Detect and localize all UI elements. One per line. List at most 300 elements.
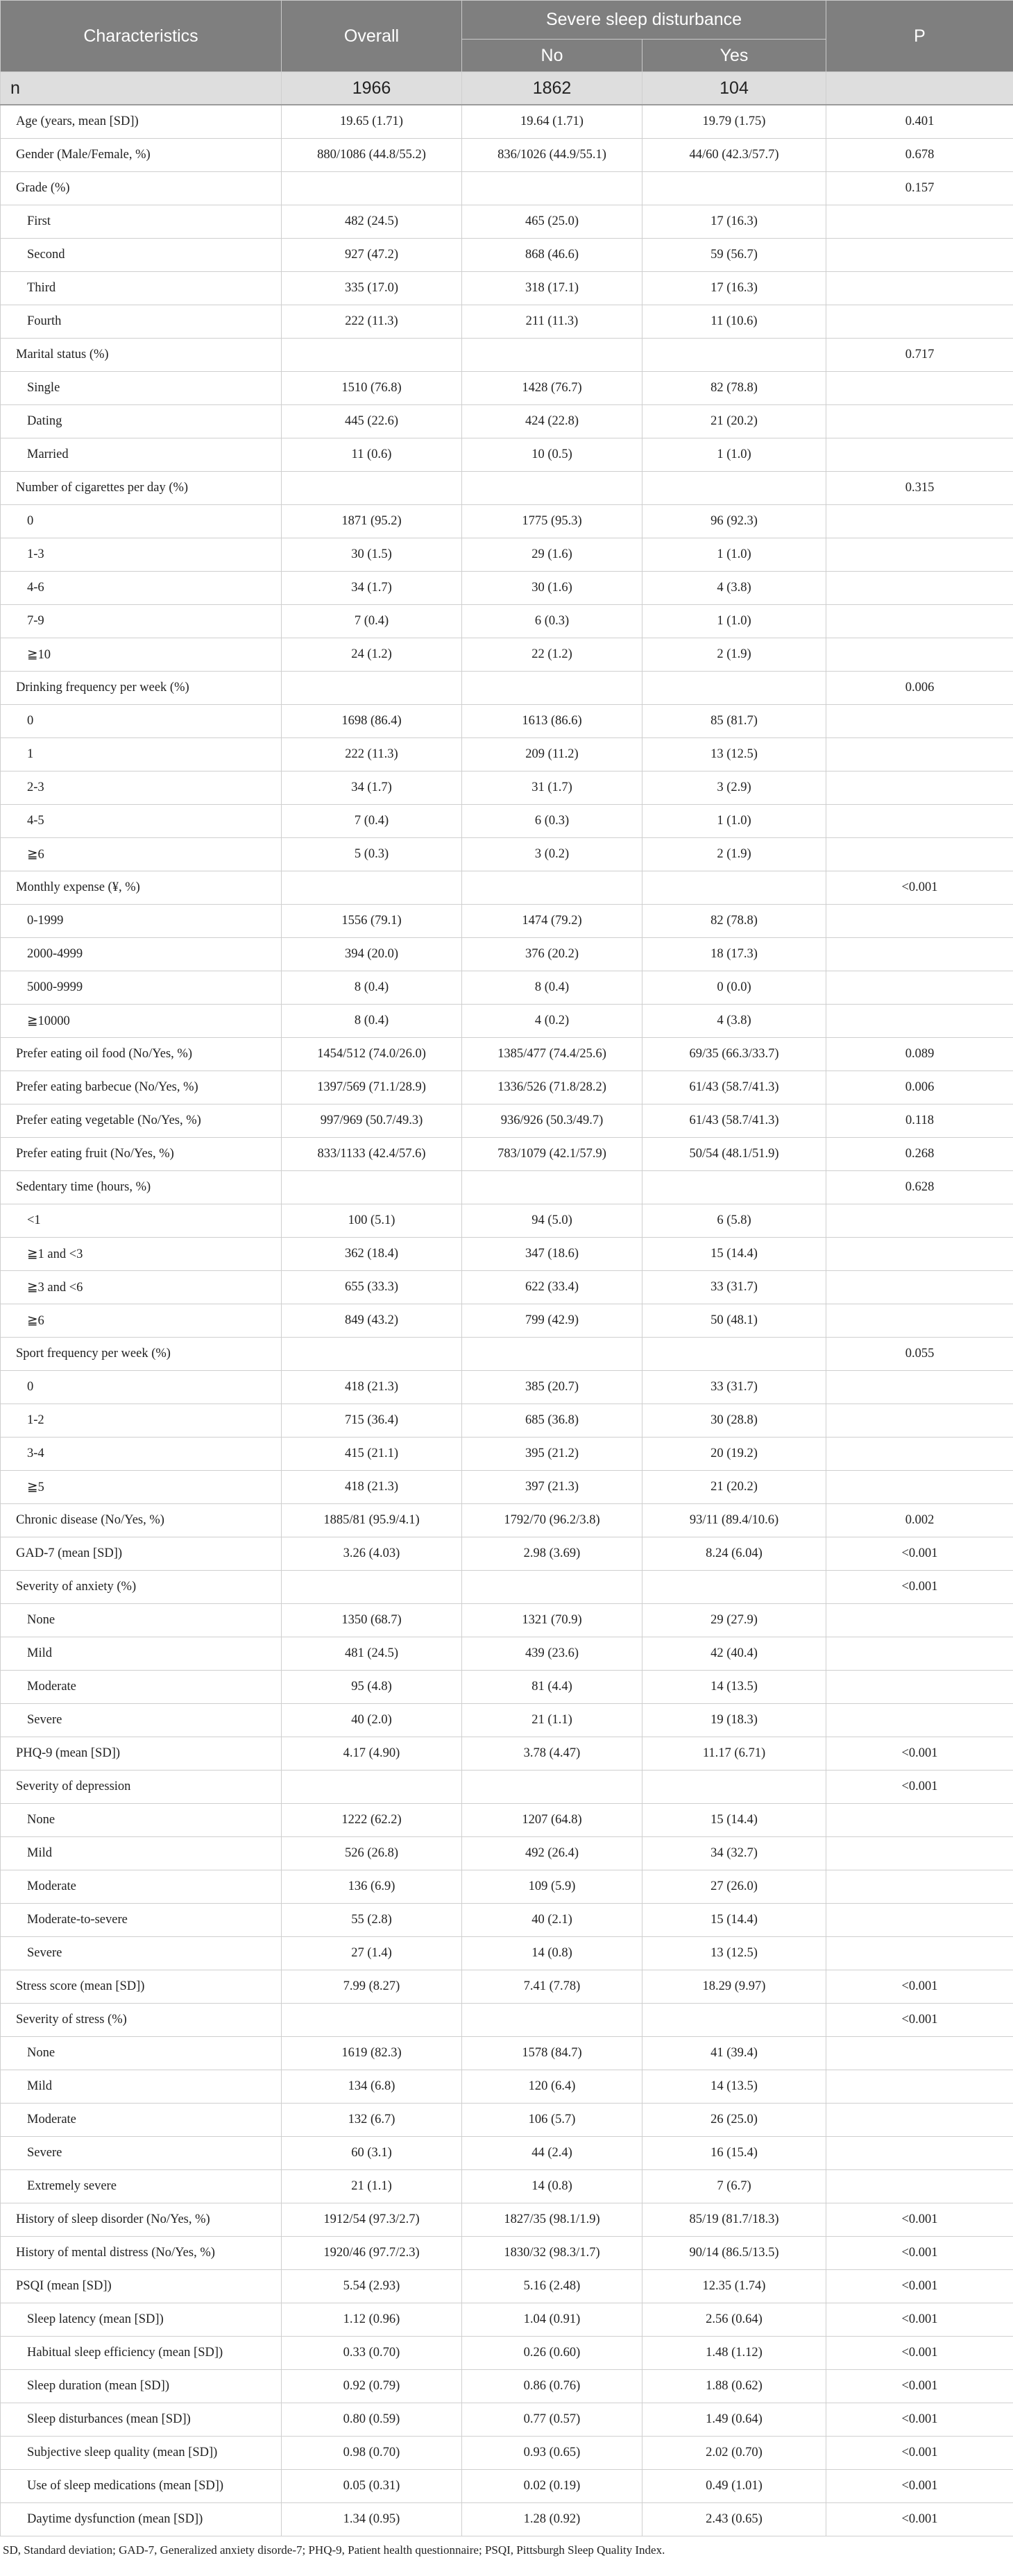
row-yes: 82 (78.8) <box>642 372 826 405</box>
row-p-value <box>826 2137 1013 2170</box>
row-p-value: <0.001 <box>826 2403 1013 2437</box>
table-row <box>1 172 1013 205</box>
row-overall: 997/969 (50.7/49.3) <box>282 1104 462 1138</box>
row-p-value: 0.315 <box>826 472 1013 505</box>
row-no: 109 (5.9) <box>462 1870 642 1904</box>
row-yes: 2.56 (0.64) <box>642 2303 826 2337</box>
n-no: 1862 <box>462 72 642 105</box>
row-yes: 15 (14.4) <box>642 1804 826 1837</box>
row-yes: 21 (20.2) <box>642 405 826 438</box>
row-no: 385 (20.7) <box>462 1371 642 1404</box>
row-no: 106 (5.7) <box>462 2104 642 2137</box>
row-overall <box>282 172 462 205</box>
row-overall: 418 (21.3) <box>282 1371 462 1404</box>
row-overall: 222 (11.3) <box>282 305 462 339</box>
row-no: 936/926 (50.3/49.7) <box>462 1104 642 1138</box>
row-overall: 1222 (62.2) <box>282 1804 462 1837</box>
row-p-value: 0.268 <box>826 1138 1013 1171</box>
row-yes: 50/54 (48.1/51.9) <box>642 1138 826 1171</box>
table-row <box>1 2037 1013 2070</box>
row-p-value: <0.001 <box>826 2237 1013 2270</box>
row-no: 6 (0.3) <box>462 605 642 638</box>
row-overall: 849 (43.2) <box>282 1304 462 1338</box>
table-row <box>1 1704 1013 1737</box>
row-overall <box>282 1338 462 1371</box>
row-overall: 445 (22.6) <box>282 405 462 438</box>
row-overall <box>282 672 462 705</box>
row-label: ≧6 <box>1 838 282 871</box>
row-label: Fourth <box>1 305 282 339</box>
row-overall: 1920/46 (97.7/2.3) <box>282 2237 462 2270</box>
row-label: Daytime dysfunction (mean [SD]) <box>1 2503 282 2536</box>
row-p-value <box>826 838 1013 871</box>
row-p-value: <0.001 <box>826 2437 1013 2470</box>
table-row <box>1 2237 1013 2270</box>
row-yes: 82 (78.8) <box>642 905 826 938</box>
row-no: 1827/35 (98.1/1.9) <box>462 2203 642 2237</box>
row-label: None <box>1 1604 282 1637</box>
row-label: ≧5 <box>1 1471 282 1504</box>
row-yes: 3 (2.9) <box>642 771 826 805</box>
table-row <box>1 971 1013 1005</box>
row-label: 1 <box>1 738 282 771</box>
row-yes: 85 (81.7) <box>642 705 826 738</box>
row-label: Married <box>1 438 282 472</box>
table-row <box>1 1504 1013 1537</box>
row-label: ≧1 and <3 <box>1 1238 282 1271</box>
row-yes <box>642 871 826 905</box>
row-yes: 1.49 (0.64) <box>642 2403 826 2437</box>
row-label: 4-5 <box>1 805 282 838</box>
table-row <box>1 272 1013 305</box>
table-row <box>1 538 1013 572</box>
row-no: 40 (2.1) <box>462 1904 642 1937</box>
row-p-value <box>826 272 1013 305</box>
table-row <box>1 1438 1013 1471</box>
row-yes: 1 (1.0) <box>642 438 826 472</box>
row-no: 1207 (64.8) <box>462 1804 642 1837</box>
row-no: 783/1079 (42.1/57.9) <box>462 1138 642 1171</box>
row-no: 318 (17.1) <box>462 272 642 305</box>
row-label: Moderate <box>1 2104 282 2137</box>
row-no: 21 (1.1) <box>462 1704 642 1737</box>
row-no: 1.04 (0.91) <box>462 2303 642 2337</box>
table-row <box>1 1071 1013 1104</box>
row-label: Moderate <box>1 1870 282 1904</box>
row-p-value: 0.006 <box>826 1071 1013 1104</box>
table-row <box>1 705 1013 738</box>
table-row <box>1 938 1013 971</box>
row-no: 424 (22.8) <box>462 405 642 438</box>
row-yes: 44/60 (42.3/57.7) <box>642 139 826 172</box>
row-yes: 59 (56.7) <box>642 239 826 272</box>
row-label: ≧6 <box>1 1304 282 1338</box>
table-row <box>1 205 1013 239</box>
row-p-value <box>826 1204 1013 1238</box>
row-overall: 394 (20.0) <box>282 938 462 971</box>
row-label: 1-3 <box>1 538 282 572</box>
table-row <box>1 2370 1013 2403</box>
table-row <box>1 738 1013 771</box>
row-yes: 2.02 (0.70) <box>642 2437 826 2470</box>
row-overall: 1454/512 (74.0/26.0) <box>282 1038 462 1071</box>
row-overall: 1556 (79.1) <box>282 905 462 938</box>
n-p <box>826 72 1013 105</box>
table-row <box>1 1904 1013 1937</box>
row-overall: 40 (2.0) <box>282 1704 462 1737</box>
row-p-value <box>826 572 1013 605</box>
row-label: 2000-4999 <box>1 938 282 971</box>
row-yes: 30 (28.8) <box>642 1404 826 1438</box>
table-row <box>1 1571 1013 1604</box>
row-overall: 136 (6.9) <box>282 1870 462 1904</box>
table-row <box>1 1271 1013 1304</box>
row-overall: 222 (11.3) <box>282 738 462 771</box>
row-yes: 0.49 (1.01) <box>642 2470 826 2503</box>
row-p-value: 0.678 <box>826 139 1013 172</box>
row-yes: 69/35 (66.3/33.7) <box>642 1038 826 1071</box>
row-label: Drinking frequency per week (%) <box>1 672 282 705</box>
row-p-value: <0.001 <box>826 2270 1013 2303</box>
row-overall: 1619 (82.3) <box>282 2037 462 2070</box>
row-p-value <box>826 805 1013 838</box>
table-row <box>1 1171 1013 1204</box>
table-row <box>1 1637 1013 1671</box>
row-p-value <box>826 2037 1013 2070</box>
row-yes <box>642 1338 826 1371</box>
row-no: 0.02 (0.19) <box>462 2470 642 2503</box>
row-label: <1 <box>1 1204 282 1238</box>
table-row <box>1 1138 1013 1171</box>
row-overall: 5 (0.3) <box>282 838 462 871</box>
row-label: Sedentary time (hours, %) <box>1 1171 282 1204</box>
row-p-value: <0.001 <box>826 2303 1013 2337</box>
row-overall: 21 (1.1) <box>282 2170 462 2203</box>
row-label: Second <box>1 239 282 272</box>
header-overall: Overall <box>282 1 462 72</box>
table-row <box>1 672 1013 705</box>
table-body <box>1 72 1013 2536</box>
table-row <box>1 1937 1013 1970</box>
row-overall <box>282 871 462 905</box>
row-p-value <box>826 905 1013 938</box>
row-no: 395 (21.2) <box>462 1438 642 1471</box>
row-yes: 13 (12.5) <box>642 1937 826 1970</box>
row-p-value <box>826 1937 1013 1970</box>
row-no: 492 (26.4) <box>462 1837 642 1870</box>
row-yes: 21 (20.2) <box>642 1471 826 1504</box>
row-no <box>462 1771 642 1804</box>
row-yes: 14 (13.5) <box>642 2070 826 2104</box>
row-p-value <box>826 1304 1013 1338</box>
row-no: 1336/526 (71.8/28.2) <box>462 1071 642 1104</box>
table-row <box>1 605 1013 638</box>
row-no <box>462 172 642 205</box>
row-overall: 8 (0.4) <box>282 971 462 1005</box>
row-label: Mild <box>1 1637 282 1671</box>
row-p-value <box>826 1604 1013 1637</box>
row-overall: 95 (4.8) <box>282 1671 462 1704</box>
row-p-value <box>826 1404 1013 1438</box>
row-overall: 335 (17.0) <box>282 272 462 305</box>
row-label: Age (years, mean [SD]) <box>1 105 282 139</box>
n-overall: 1966 <box>282 72 462 105</box>
row-no: 1.28 (0.92) <box>462 2503 642 2536</box>
row-no: 4 (0.2) <box>462 1005 642 1038</box>
row-label: Sleep disturbances (mean [SD]) <box>1 2403 282 2437</box>
row-label: PHQ-9 (mean [SD]) <box>1 1737 282 1771</box>
header-no: No <box>462 40 642 72</box>
row-no <box>462 339 642 372</box>
row-no: 836/1026 (44.9/55.1) <box>462 139 642 172</box>
row-yes: 1.48 (1.12) <box>642 2337 826 2370</box>
row-no: 799 (42.9) <box>462 1304 642 1338</box>
row-label: Monthly expense (¥, %) <box>1 871 282 905</box>
row-p-value: <0.001 <box>826 2004 1013 2037</box>
row-label: Third <box>1 272 282 305</box>
row-label: 7-9 <box>1 605 282 638</box>
table-row <box>1 838 1013 871</box>
row-overall: 34 (1.7) <box>282 771 462 805</box>
row-yes: 85/19 (81.7/18.3) <box>642 2203 826 2237</box>
row-overall <box>282 1571 462 1604</box>
row-no <box>462 1171 642 1204</box>
table-row <box>1 2070 1013 2104</box>
table-row <box>1 2203 1013 2237</box>
row-no: 8 (0.4) <box>462 971 642 1005</box>
row-label: Severity of stress (%) <box>1 2004 282 2037</box>
row-no: 29 (1.6) <box>462 538 642 572</box>
table-row <box>1 1371 1013 1404</box>
row-p-value <box>826 305 1013 339</box>
row-no: 211 (11.3) <box>462 305 642 339</box>
row-p-value <box>826 1704 1013 1737</box>
row-overall: 132 (6.7) <box>282 2104 462 2137</box>
row-overall: 0.92 (0.79) <box>282 2370 462 2403</box>
row-yes: 33 (31.7) <box>642 1271 826 1304</box>
header-severe-sleep-disturbance: Severe sleep disturbance <box>462 1 826 40</box>
row-label: Severe <box>1 1937 282 1970</box>
row-yes: 96 (92.3) <box>642 505 826 538</box>
row-label: ≧10 <box>1 638 282 672</box>
row-label: Moderate-to-severe <box>1 1904 282 1937</box>
table-row <box>1 2470 1013 2503</box>
row-no: 3.78 (4.47) <box>462 1737 642 1771</box>
table-row <box>1 1804 1013 1837</box>
row-yes: 19.79 (1.75) <box>642 105 826 139</box>
row-p-value <box>826 938 1013 971</box>
row-label: 0 <box>1 1371 282 1404</box>
row-p-value <box>826 372 1013 405</box>
row-overall: 3.26 (4.03) <box>282 1537 462 1571</box>
row-label: Single <box>1 372 282 405</box>
row-overall: 481 (24.5) <box>282 1637 462 1671</box>
row-overall: 1871 (95.2) <box>282 505 462 538</box>
table-row <box>1 1970 1013 2004</box>
row-no: 868 (46.6) <box>462 239 642 272</box>
row-p-value <box>826 538 1013 572</box>
row-overall: 655 (33.3) <box>282 1271 462 1304</box>
row-overall: 1397/569 (71.1/28.9) <box>282 1071 462 1104</box>
row-label: Mild <box>1 2070 282 2104</box>
row-p-value <box>826 605 1013 638</box>
table-row <box>1 2437 1013 2470</box>
row-no: 0.86 (0.76) <box>462 2370 642 2403</box>
row-p-value: 0.717 <box>826 339 1013 372</box>
row-no: 0.77 (0.57) <box>462 2403 642 2437</box>
n-label: n <box>1 72 282 105</box>
row-overall <box>282 339 462 372</box>
row-label: Use of sleep medications (mean [SD]) <box>1 2470 282 2503</box>
row-yes: 61/43 (58.7/41.3) <box>642 1071 826 1104</box>
row-p-value: 0.089 <box>826 1038 1013 1071</box>
table-row <box>1 239 1013 272</box>
row-yes: 17 (16.3) <box>642 272 826 305</box>
row-label: History of mental distress (No/Yes, %) <box>1 2237 282 2270</box>
row-yes: 2 (1.9) <box>642 838 826 871</box>
row-no: 120 (6.4) <box>462 2070 642 2104</box>
row-no: 6 (0.3) <box>462 805 642 838</box>
row-p-value: 0.157 <box>826 172 1013 205</box>
table-row <box>1 472 1013 505</box>
row-overall: 418 (21.3) <box>282 1471 462 1504</box>
row-p-value <box>826 1238 1013 1271</box>
row-no: 397 (21.3) <box>462 1471 642 1504</box>
row-yes: 11.17 (6.71) <box>642 1737 826 1771</box>
row-yes: 61/43 (58.7/41.3) <box>642 1104 826 1138</box>
row-overall: 134 (6.8) <box>282 2070 462 2104</box>
row-overall: 362 (18.4) <box>282 1238 462 1271</box>
row-p-value <box>826 205 1013 239</box>
row-no: 5.16 (2.48) <box>462 2270 642 2303</box>
row-yes: 18.29 (9.97) <box>642 1970 826 2004</box>
row-p-value <box>826 738 1013 771</box>
table-row <box>1 2503 1013 2536</box>
row-yes: 19 (18.3) <box>642 1704 826 1737</box>
row-no: 465 (25.0) <box>462 205 642 239</box>
row-label: None <box>1 2037 282 2070</box>
row-overall: 0.05 (0.31) <box>282 2470 462 2503</box>
row-overall: 0.33 (0.70) <box>282 2337 462 2370</box>
row-label: Chronic disease (No/Yes, %) <box>1 1504 282 1537</box>
row-yes: 8.24 (6.04) <box>642 1537 826 1571</box>
row-p-value: 0.055 <box>826 1338 1013 1371</box>
table-row <box>1 638 1013 672</box>
row-no <box>462 472 642 505</box>
row-overall <box>282 1771 462 1804</box>
row-p-value <box>826 1671 1013 1704</box>
row-label: ≧10000 <box>1 1005 282 1038</box>
row-label: Severe <box>1 1704 282 1737</box>
table-row <box>1 1771 1013 1804</box>
row-no: 2.98 (3.69) <box>462 1537 642 1571</box>
row-yes: 50 (48.1) <box>642 1304 826 1338</box>
table-row <box>1 2403 1013 2437</box>
n-row <box>1 72 1013 105</box>
table-row <box>1 771 1013 805</box>
row-p-value: <0.001 <box>826 1771 1013 1804</box>
row-p-value <box>826 1637 1013 1671</box>
row-label: Marital status (%) <box>1 339 282 372</box>
row-overall: 60 (3.1) <box>282 2137 462 2170</box>
row-no: 1830/32 (98.3/1.7) <box>462 2237 642 2270</box>
row-yes <box>642 2004 826 2037</box>
row-label: Prefer eating fruit (No/Yes, %) <box>1 1138 282 1171</box>
row-no: 1613 (86.6) <box>462 705 642 738</box>
table-header <box>1 1 1013 72</box>
table-row <box>1 2270 1013 2303</box>
row-yes: 11 (10.6) <box>642 305 826 339</box>
row-overall: 1912/54 (97.3/2.7) <box>282 2203 462 2237</box>
row-p-value: <0.001 <box>826 871 1013 905</box>
row-yes <box>642 339 826 372</box>
table-row <box>1 405 1013 438</box>
row-label: Moderate <box>1 1671 282 1704</box>
row-p-value <box>826 771 1013 805</box>
table-row <box>1 1104 1013 1138</box>
row-yes: 14 (13.5) <box>642 1671 826 1704</box>
row-no: 0.26 (0.60) <box>462 2337 642 2370</box>
table-row <box>1 1204 1013 1238</box>
table-row <box>1 1837 1013 1870</box>
header-characteristics: Characteristics <box>1 1 282 72</box>
row-p-value <box>826 1837 1013 1870</box>
table-row <box>1 2104 1013 2137</box>
table-row <box>1 139 1013 172</box>
row-no <box>462 1571 642 1604</box>
row-overall <box>282 2004 462 2037</box>
row-p-value: <0.001 <box>826 1737 1013 1771</box>
row-label: Grade (%) <box>1 172 282 205</box>
table-row <box>1 505 1013 538</box>
row-yes: 90/14 (86.5/13.5) <box>642 2237 826 2270</box>
table-row <box>1 1471 1013 1504</box>
row-yes: 4 (3.8) <box>642 572 826 605</box>
row-overall: 927 (47.2) <box>282 239 462 272</box>
table-row <box>1 305 1013 339</box>
row-overall: 55 (2.8) <box>282 1904 462 1937</box>
row-no: 1775 (95.3) <box>462 505 642 538</box>
row-overall: 0.98 (0.70) <box>282 2437 462 2470</box>
row-yes: 13 (12.5) <box>642 738 826 771</box>
n-yes: 104 <box>642 72 826 105</box>
header-yes: Yes <box>642 40 826 72</box>
row-overall: 8 (0.4) <box>282 1005 462 1038</box>
row-overall: 27 (1.4) <box>282 1937 462 1970</box>
row-overall: 11 (0.6) <box>282 438 462 472</box>
row-overall: 7 (0.4) <box>282 605 462 638</box>
table-row <box>1 372 1013 405</box>
table-row <box>1 1537 1013 1571</box>
row-overall <box>282 1171 462 1204</box>
table-row <box>1 1005 1013 1038</box>
row-label: Dating <box>1 405 282 438</box>
row-p-value <box>826 1271 1013 1304</box>
table-row <box>1 1404 1013 1438</box>
row-no: 1578 (84.7) <box>462 2037 642 2070</box>
row-label: History of sleep disorder (No/Yes, %) <box>1 2203 282 2237</box>
row-label: Sleep latency (mean [SD]) <box>1 2303 282 2337</box>
row-no: 94 (5.0) <box>462 1204 642 1238</box>
row-label: 0-1999 <box>1 905 282 938</box>
row-overall: 0.80 (0.59) <box>282 2403 462 2437</box>
row-overall: 1510 (76.8) <box>282 372 462 405</box>
row-overall: 482 (24.5) <box>282 205 462 239</box>
row-no <box>462 871 642 905</box>
row-label: Prefer eating vegetable (No/Yes, %) <box>1 1104 282 1138</box>
row-p-value <box>826 438 1013 472</box>
row-label: 3-4 <box>1 1438 282 1471</box>
